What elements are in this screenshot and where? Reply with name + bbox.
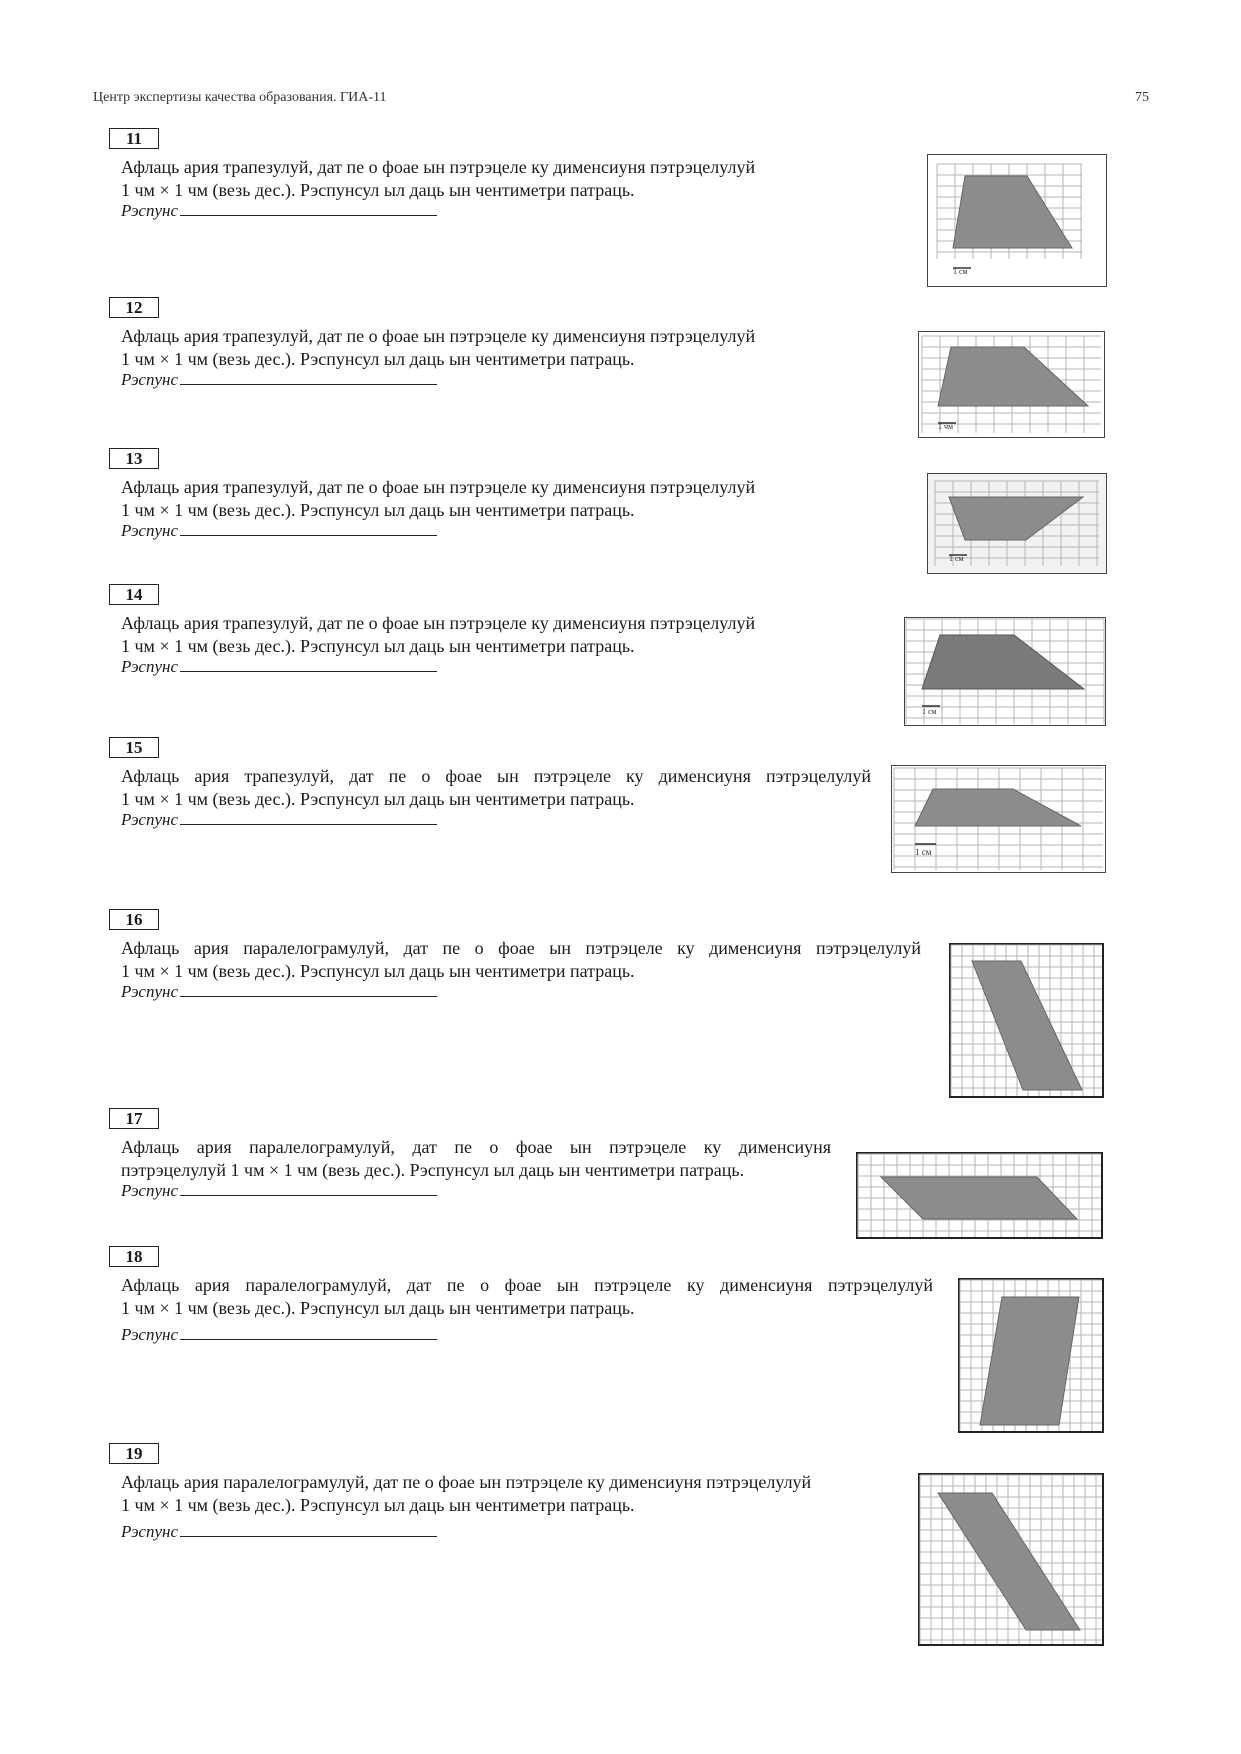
- answer-field[interactable]: [180, 520, 437, 536]
- answer-field[interactable]: [180, 1521, 437, 1537]
- figure-17: [856, 1152, 1103, 1239]
- answer-label: Рэспунс: [121, 201, 178, 220]
- figure-11: [927, 154, 1107, 287]
- task-text: [121, 765, 871, 811]
- figure-18: [958, 1278, 1104, 1433]
- task-text: [121, 1471, 896, 1517]
- answer-field[interactable]: [180, 369, 437, 385]
- answer-label: Рэспунс: [121, 657, 178, 676]
- task-text: [121, 612, 821, 658]
- answer-field[interactable]: [180, 809, 437, 825]
- answer-label: Рэспунс: [121, 1522, 178, 1541]
- task-text-line-1: Афлаць ария трапезулуй, дат пе о фоае ын пэтрэцеле ку дименсиуня пэтрэцелулуй: [121, 326, 756, 346]
- page-number: 75: [1135, 90, 1149, 105]
- answer-row: [121, 1324, 437, 1345]
- task-text-line-2: 1 чм × 1 чм (везь дес.). Рэспунсул ыл даць ын чентиметри патраць.: [121, 500, 635, 520]
- answer-row: [121, 520, 437, 541]
- task-number: 13: [109, 448, 159, 469]
- task-text-line-1: Афлаць ария паралелограмулуй, дат пе о фоае ын пэтрэцеле ку дименсиуня пэтрэцелулуй: [121, 1472, 812, 1492]
- task-number: 15: [109, 737, 159, 758]
- task-number: 14: [109, 584, 159, 605]
- task-number: 17: [109, 1108, 159, 1129]
- task-number: 11: [109, 128, 159, 149]
- answer-row: [121, 200, 437, 221]
- figure-19: [918, 1473, 1104, 1646]
- task-text-line-2: 1 чм × 1 чм (везь дес.). Рэспунсул ыл даць ын чентиметри патраць.: [121, 1495, 635, 1515]
- task-number: 18: [109, 1246, 159, 1267]
- answer-label: Рэспунс: [121, 1181, 178, 1200]
- answer-row: [121, 981, 437, 1002]
- answer-row: [121, 809, 437, 830]
- answer-row: [121, 1180, 437, 1201]
- scale-label: 1 см: [949, 554, 964, 563]
- task-text-line-1: Афлаць ария трапезулуй, дат пе о фоае ын пэтрэцеле ку дименсиуня пэтрэцелулуй: [121, 613, 756, 633]
- answer-field[interactable]: [180, 200, 437, 216]
- answer-field[interactable]: [180, 656, 437, 672]
- task-text-line-2: пэтрэцелулуй 1 чм × 1 чм (везь дес.). Рэспунсул ыл даць ын чентиметри патраць.: [121, 1160, 745, 1180]
- task-text-line-1: Афлаць ария трапезулуй, дат пе о фоае ын пэтрэцеле ку дименсиуня пэтрэцелулуй: [121, 766, 871, 786]
- figure-16: [949, 943, 1104, 1098]
- figure-13: [927, 473, 1107, 574]
- scale-label: 1 чм: [938, 422, 954, 431]
- task-text-line-2: 1 чм × 1 чм (везь дес.). Рэспунсул ыл даць ын чентиметри патраць.: [121, 1298, 635, 1318]
- answer-field[interactable]: [180, 1180, 437, 1196]
- task-text: [121, 156, 821, 202]
- header-title: Центр экспертизы качества образования. ГИА-11: [93, 90, 387, 105]
- task-text-line-1: Афлаць ария трапезулуй, дат пе о фоае ын пэтрэцеле ку дименсиуня пэтрэцелулуй: [121, 157, 756, 177]
- task-number: 16: [109, 909, 159, 930]
- answer-field[interactable]: [180, 1324, 437, 1340]
- figure-14: [904, 617, 1106, 726]
- task-text-line-2: 1 чм × 1 чм (везь дес.). Рэспунсул ыл даць ын чентиметри патраць.: [121, 180, 635, 200]
- task-text-line-1: Афлаць ария паралелограмулуй, дат пе о фоае ын пэтрэцеле ку дименсиуня пэтрэцелулуй: [121, 938, 921, 958]
- figure-15: [891, 765, 1106, 873]
- task-number: 12: [109, 297, 159, 318]
- answer-label: Рэспунс: [121, 521, 178, 540]
- scale-label: 1 см: [915, 847, 932, 857]
- task-text: [121, 1136, 831, 1182]
- scale-label: 1 см: [922, 707, 937, 716]
- task-text: [121, 1274, 933, 1320]
- task-text: [121, 325, 821, 371]
- scale-label: 1 см: [953, 267, 968, 276]
- answer-row: [121, 369, 437, 390]
- answer-label: Рэспунс: [121, 370, 178, 389]
- answer-label: Рэспунс: [121, 1325, 178, 1344]
- figure-12: [918, 331, 1105, 438]
- answer-row: [121, 1521, 437, 1542]
- answer-field[interactable]: [180, 981, 437, 997]
- task-text-line-2: 1 чм × 1 чм (везь дес.). Рэспунсул ыл даць ын чентиметри патраць.: [121, 349, 635, 369]
- answer-label: Рэспунс: [121, 982, 178, 1001]
- task-text-line-1: Афлаць ария паралелограмулуй, дат пе о фоае ын пэтрэцеле ку дименсиуня: [121, 1137, 831, 1157]
- task-text-line-1: Афлаць ария паралелограмулуй, дат пе о фоае ын пэтрэцеле ку дименсиуня пэтрэцелулуй: [121, 1275, 933, 1295]
- answer-row: [121, 656, 437, 677]
- task-text-line-1: Афлаць ария трапезулуй, дат пе о фоае ын пэтрэцеле ку дименсиуня пэтрэцелулуй: [121, 477, 756, 497]
- task-text-line-2: 1 чм × 1 чм (везь дес.). Рэспунсул ыл даць ын чентиметри патраць.: [121, 636, 635, 656]
- answer-label: Рэспунс: [121, 810, 178, 829]
- task-text-line-2: 1 чм × 1 чм (везь дес.). Рэспунсул ыл даць ын чентиметри патраць.: [121, 961, 635, 981]
- task-text: [121, 937, 921, 983]
- task-text: [121, 476, 821, 522]
- task-text-line-2: 1 чм × 1 чм (везь дес.). Рэспунсул ыл даць ын чентиметри патраць.: [121, 789, 635, 809]
- task-number: 19: [109, 1443, 159, 1464]
